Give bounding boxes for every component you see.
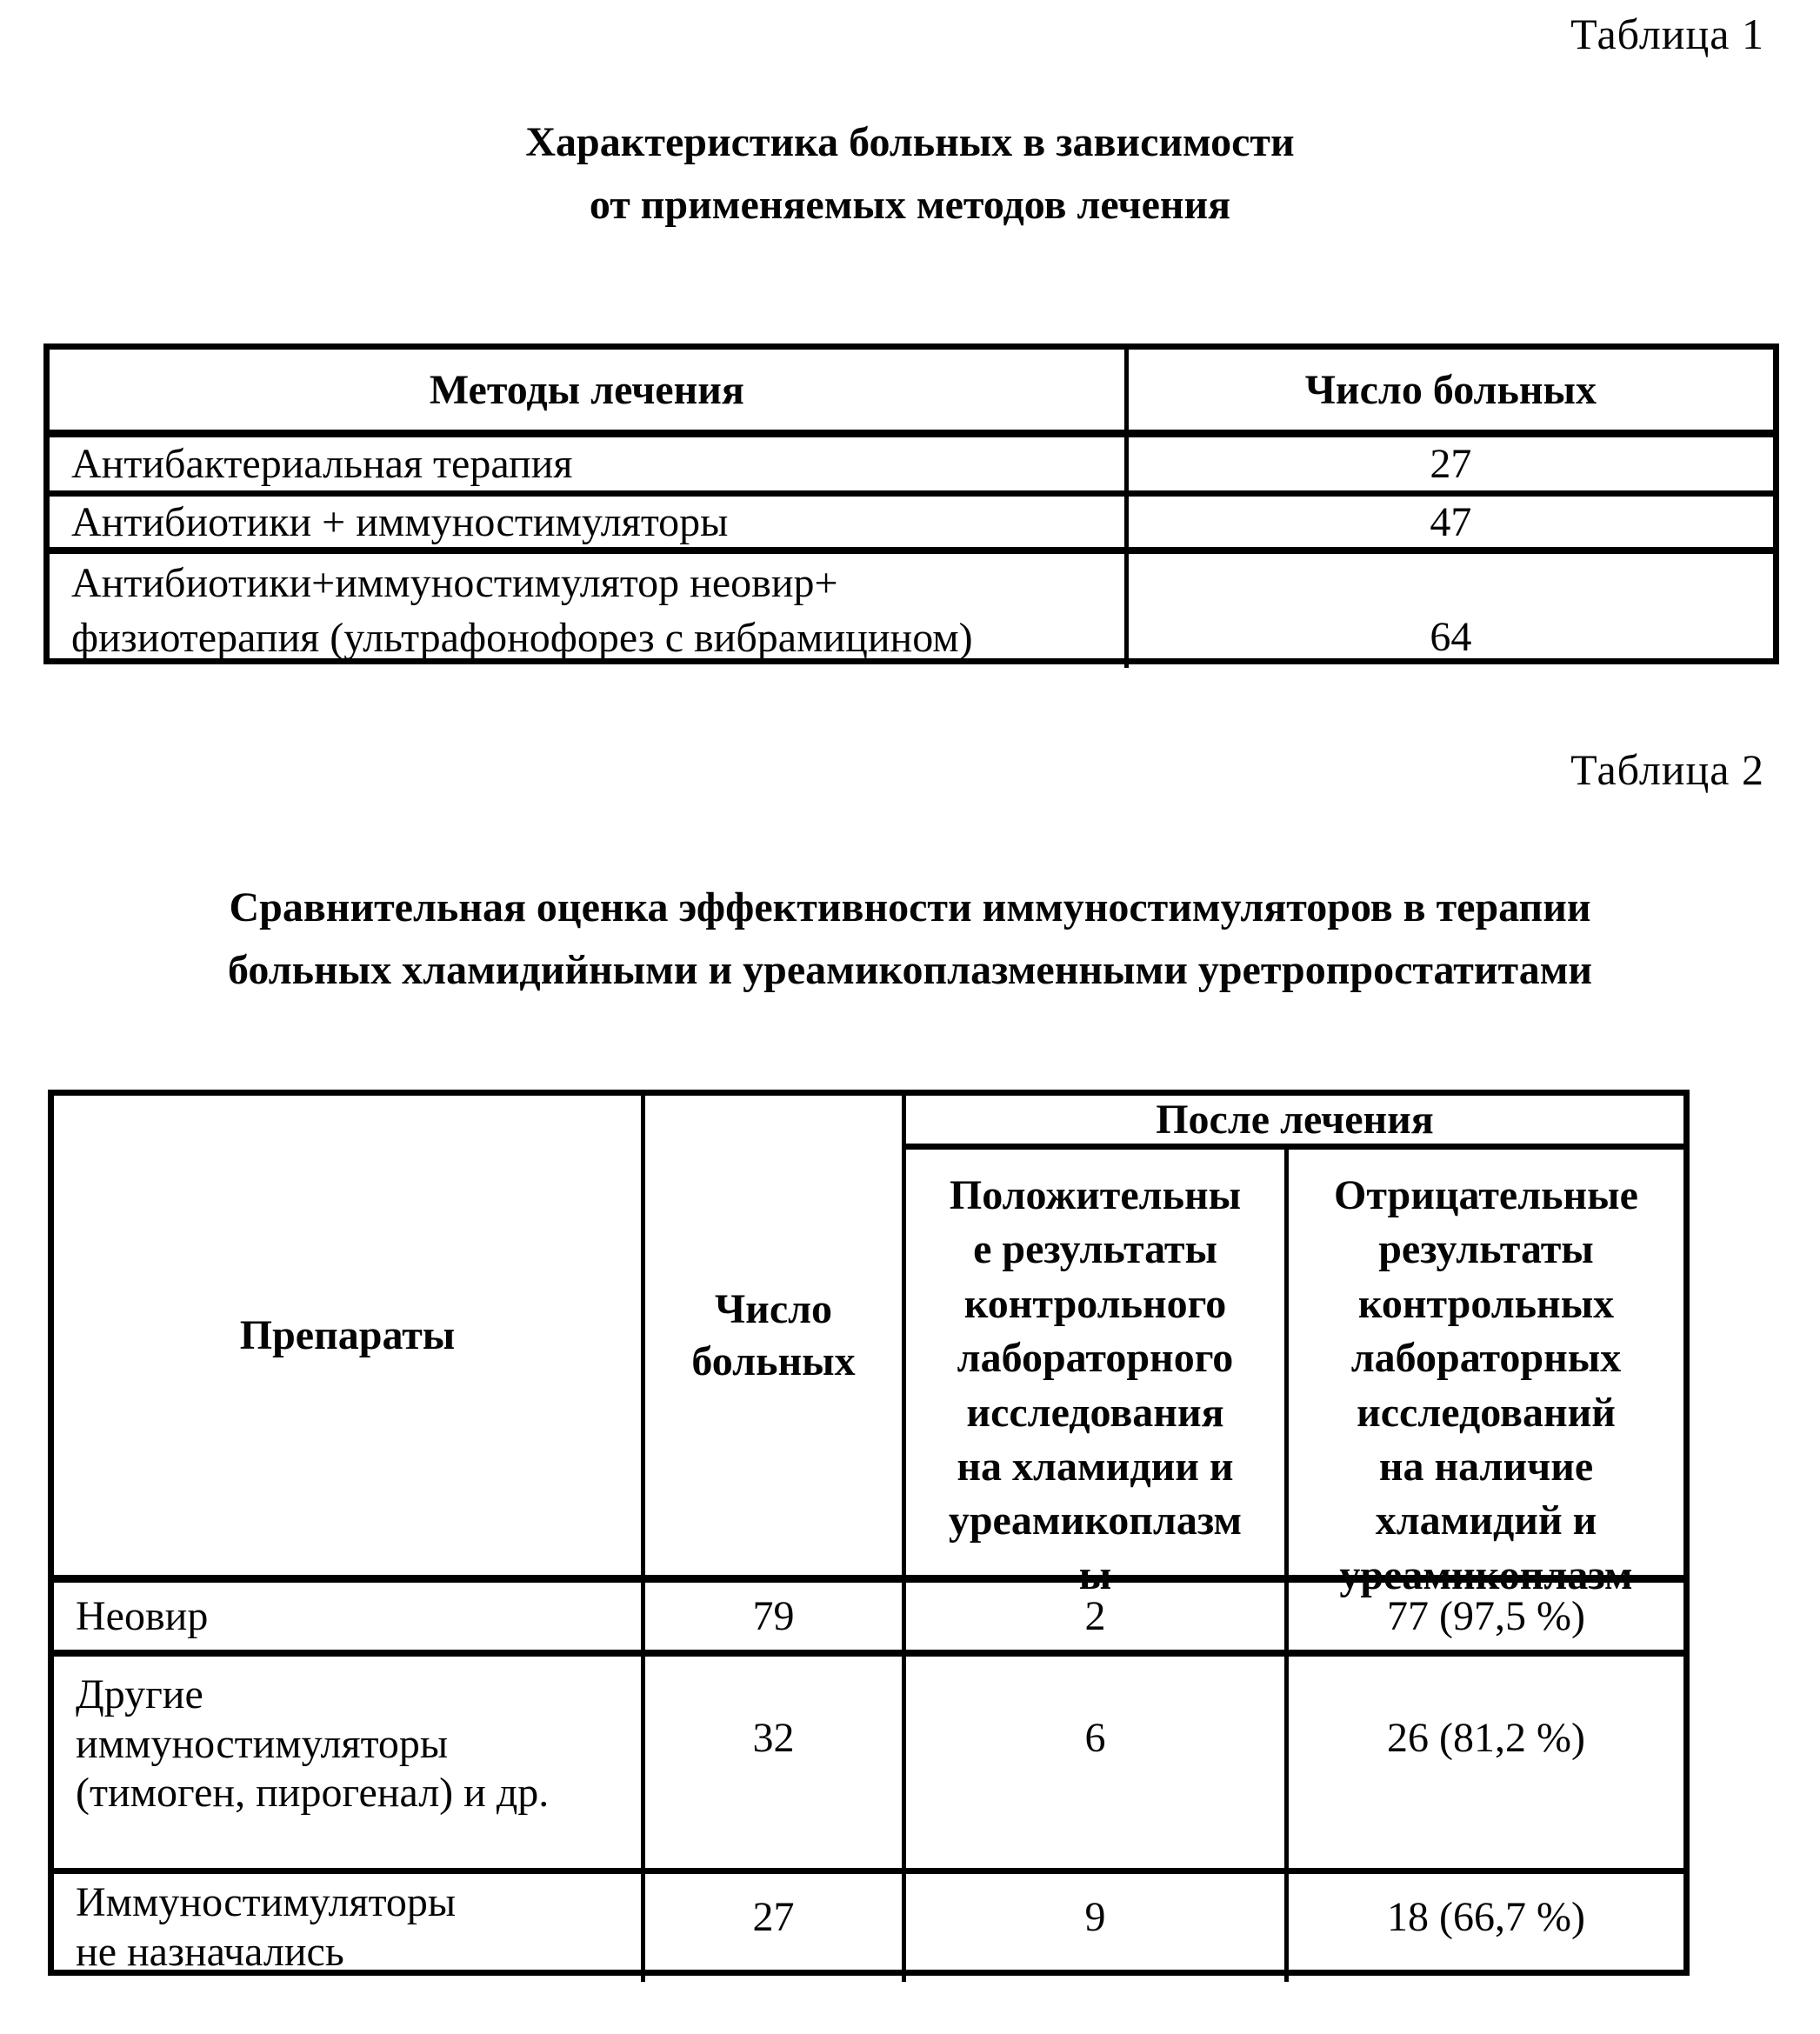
count-cell: 64	[1430, 614, 1472, 660]
immunostimulant-efficacy-table	[48, 1090, 1690, 1976]
method-cell: Антибиотики+иммуностимулятор неовир+ физиотерапия (ультрафонофорез с вибрамицином)	[50, 554, 1129, 668]
table-header-row	[50, 350, 1773, 437]
positive-results-cell: 2	[906, 1583, 1289, 1650]
after-treatment-subheaders	[906, 1150, 1683, 1603]
table-row	[50, 497, 1773, 554]
column-header-patient-count: Число больных	[645, 1096, 906, 1575]
drug-cell: Неовир	[54, 1583, 645, 1650]
negative-results-cell: 77 (97,5 %)	[1387, 1593, 1585, 1639]
column-header-patient-count: Число больных	[1304, 366, 1597, 413]
count-cell: 27	[1430, 441, 1472, 487]
count-cell: 27	[645, 1874, 906, 1982]
after-treatment-header-group	[906, 1096, 1683, 1598]
negative-results-cell: 18 (66,7 %)	[1387, 1894, 1585, 1940]
column-header-after-treatment: После лечения	[906, 1096, 1683, 1150]
table1-caption-label: Таблица 1	[1570, 10, 1764, 58]
column-header-methods: Методы лечения	[50, 350, 1129, 430]
table-header-band	[54, 1096, 1683, 1598]
table2-title: Сравнительная оценка эффективности иммуностимуляторов в терапии больных хламидийными и уреамикоплазменными уретропростатитами	[227, 884, 1593, 993]
table1-title: Характеристика больных в зависимости от применяемых методов лечения	[525, 119, 1295, 228]
count-cell: 47	[1430, 498, 1472, 545]
drug-cell: Иммуностимуляторы не назначались	[54, 1874, 645, 1982]
positive-results-cell: 9	[906, 1874, 1289, 1982]
method-cell: Антибактериальная терапия	[50, 437, 1129, 490]
positive-results-cell: 6	[906, 1657, 1289, 1868]
method-cell: Антибиотики + иммуностимуляторы	[50, 497, 1129, 547]
column-header-drugs: Препараты	[54, 1096, 645, 1575]
table-row	[50, 437, 1773, 497]
table-row	[54, 1583, 1683, 1657]
table2-caption-label: Таблица 2	[1570, 745, 1764, 794]
column-header-negative-results: Отрицательные результаты контрольных лабораторных исследований на наличие хламидий и уреамикоплазм	[1334, 1172, 1638, 1598]
negative-results-cell: 26 (81,2 %)	[1387, 1715, 1585, 1761]
drug-cell: Другие иммуностимуляторы (тимоген, пирогенал) и др.	[54, 1657, 645, 1868]
treatment-methods-table	[43, 343, 1779, 664]
count-cell: 79	[645, 1583, 906, 1650]
table-row	[54, 1657, 1683, 1874]
column-header-positive-results: Положительны е результаты контрольного лабораторного исследования на хламидии и уреамикоплазм ы	[906, 1150, 1289, 1603]
count-cell: 32	[645, 1657, 906, 1868]
table-row	[54, 1874, 1683, 1982]
table-row	[50, 554, 1773, 668]
